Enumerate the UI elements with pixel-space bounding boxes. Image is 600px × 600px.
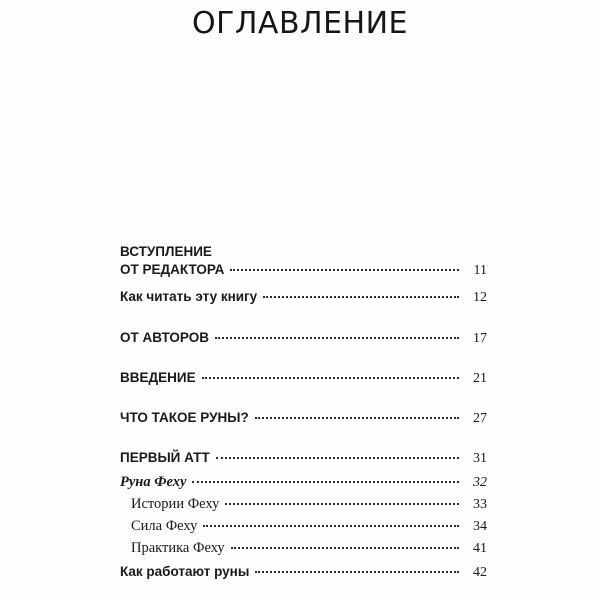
toc-entry-introduction	[120, 370, 487, 387]
toc-entry-label: ВВЕДЕНИЕ	[120, 370, 196, 385]
toc-entry-label: ПЕРВЫЙ АТТ	[120, 450, 210, 465]
toc-entry-page: 21	[473, 371, 487, 386]
dot-leader	[255, 417, 459, 419]
dot-leader	[225, 503, 459, 505]
toc-entry-page: 27	[473, 411, 487, 426]
page-title: ОГЛАВЛЕНИЕ	[191, 6, 409, 41]
dot-leader	[263, 296, 459, 298]
toc-entry-page: 34	[473, 519, 487, 534]
toc-entry-fehu-power	[131, 518, 487, 535]
toc-entry-page: 17	[473, 331, 487, 346]
toc-entry-page: 12	[473, 290, 487, 305]
toc-heading-intro: ВСТУПЛЕНИЕ	[120, 244, 212, 259]
toc-entry-label: ОТ АВТОРОВ	[120, 330, 209, 345]
toc-entry-label: Как работают руны	[120, 564, 250, 579]
toc-entry-label: Практика Феху	[131, 540, 225, 556]
toc-entry-page: 41	[473, 541, 487, 556]
toc-entry-first-att	[120, 450, 487, 467]
toc-entry-fehu-rune	[120, 474, 487, 491]
toc-entry-fehu-practice	[131, 540, 487, 557]
toc-entry-page: 32	[473, 475, 487, 490]
dot-leader	[255, 571, 459, 573]
toc-entry-how-runes-work	[120, 564, 487, 581]
dot-leader	[202, 377, 459, 379]
dot-leader	[203, 525, 459, 527]
dot-leader	[231, 547, 459, 549]
toc-entry-label: ЧТО ТАКОЕ РУНЫ?	[120, 410, 249, 425]
toc-entry-what-are-runes	[120, 410, 487, 427]
toc-entry-label: Сила Феху	[131, 518, 198, 534]
dot-leader	[216, 457, 459, 459]
toc-entry-page: 31	[473, 451, 487, 466]
toc-entry-label: Истории Феху	[131, 496, 220, 512]
toc-entry-authors	[120, 330, 487, 347]
toc-entry-fehu-stories	[131, 496, 487, 513]
toc-entry-how-to-read	[120, 289, 487, 306]
dot-leader	[230, 269, 459, 271]
toc-entry-page: 11	[473, 263, 487, 278]
toc-entry-label: Руна Феху	[120, 474, 187, 490]
toc-entry-editor	[120, 262, 487, 279]
toc-entry-label: ОТ РЕДАКТОРА	[120, 262, 225, 277]
dot-leader	[215, 337, 459, 339]
dot-leader	[192, 481, 459, 483]
toc-entry-label: Как читать эту книгу	[120, 289, 258, 304]
toc-entry-page: 33	[473, 497, 487, 512]
toc-entry-page: 42	[473, 565, 487, 580]
